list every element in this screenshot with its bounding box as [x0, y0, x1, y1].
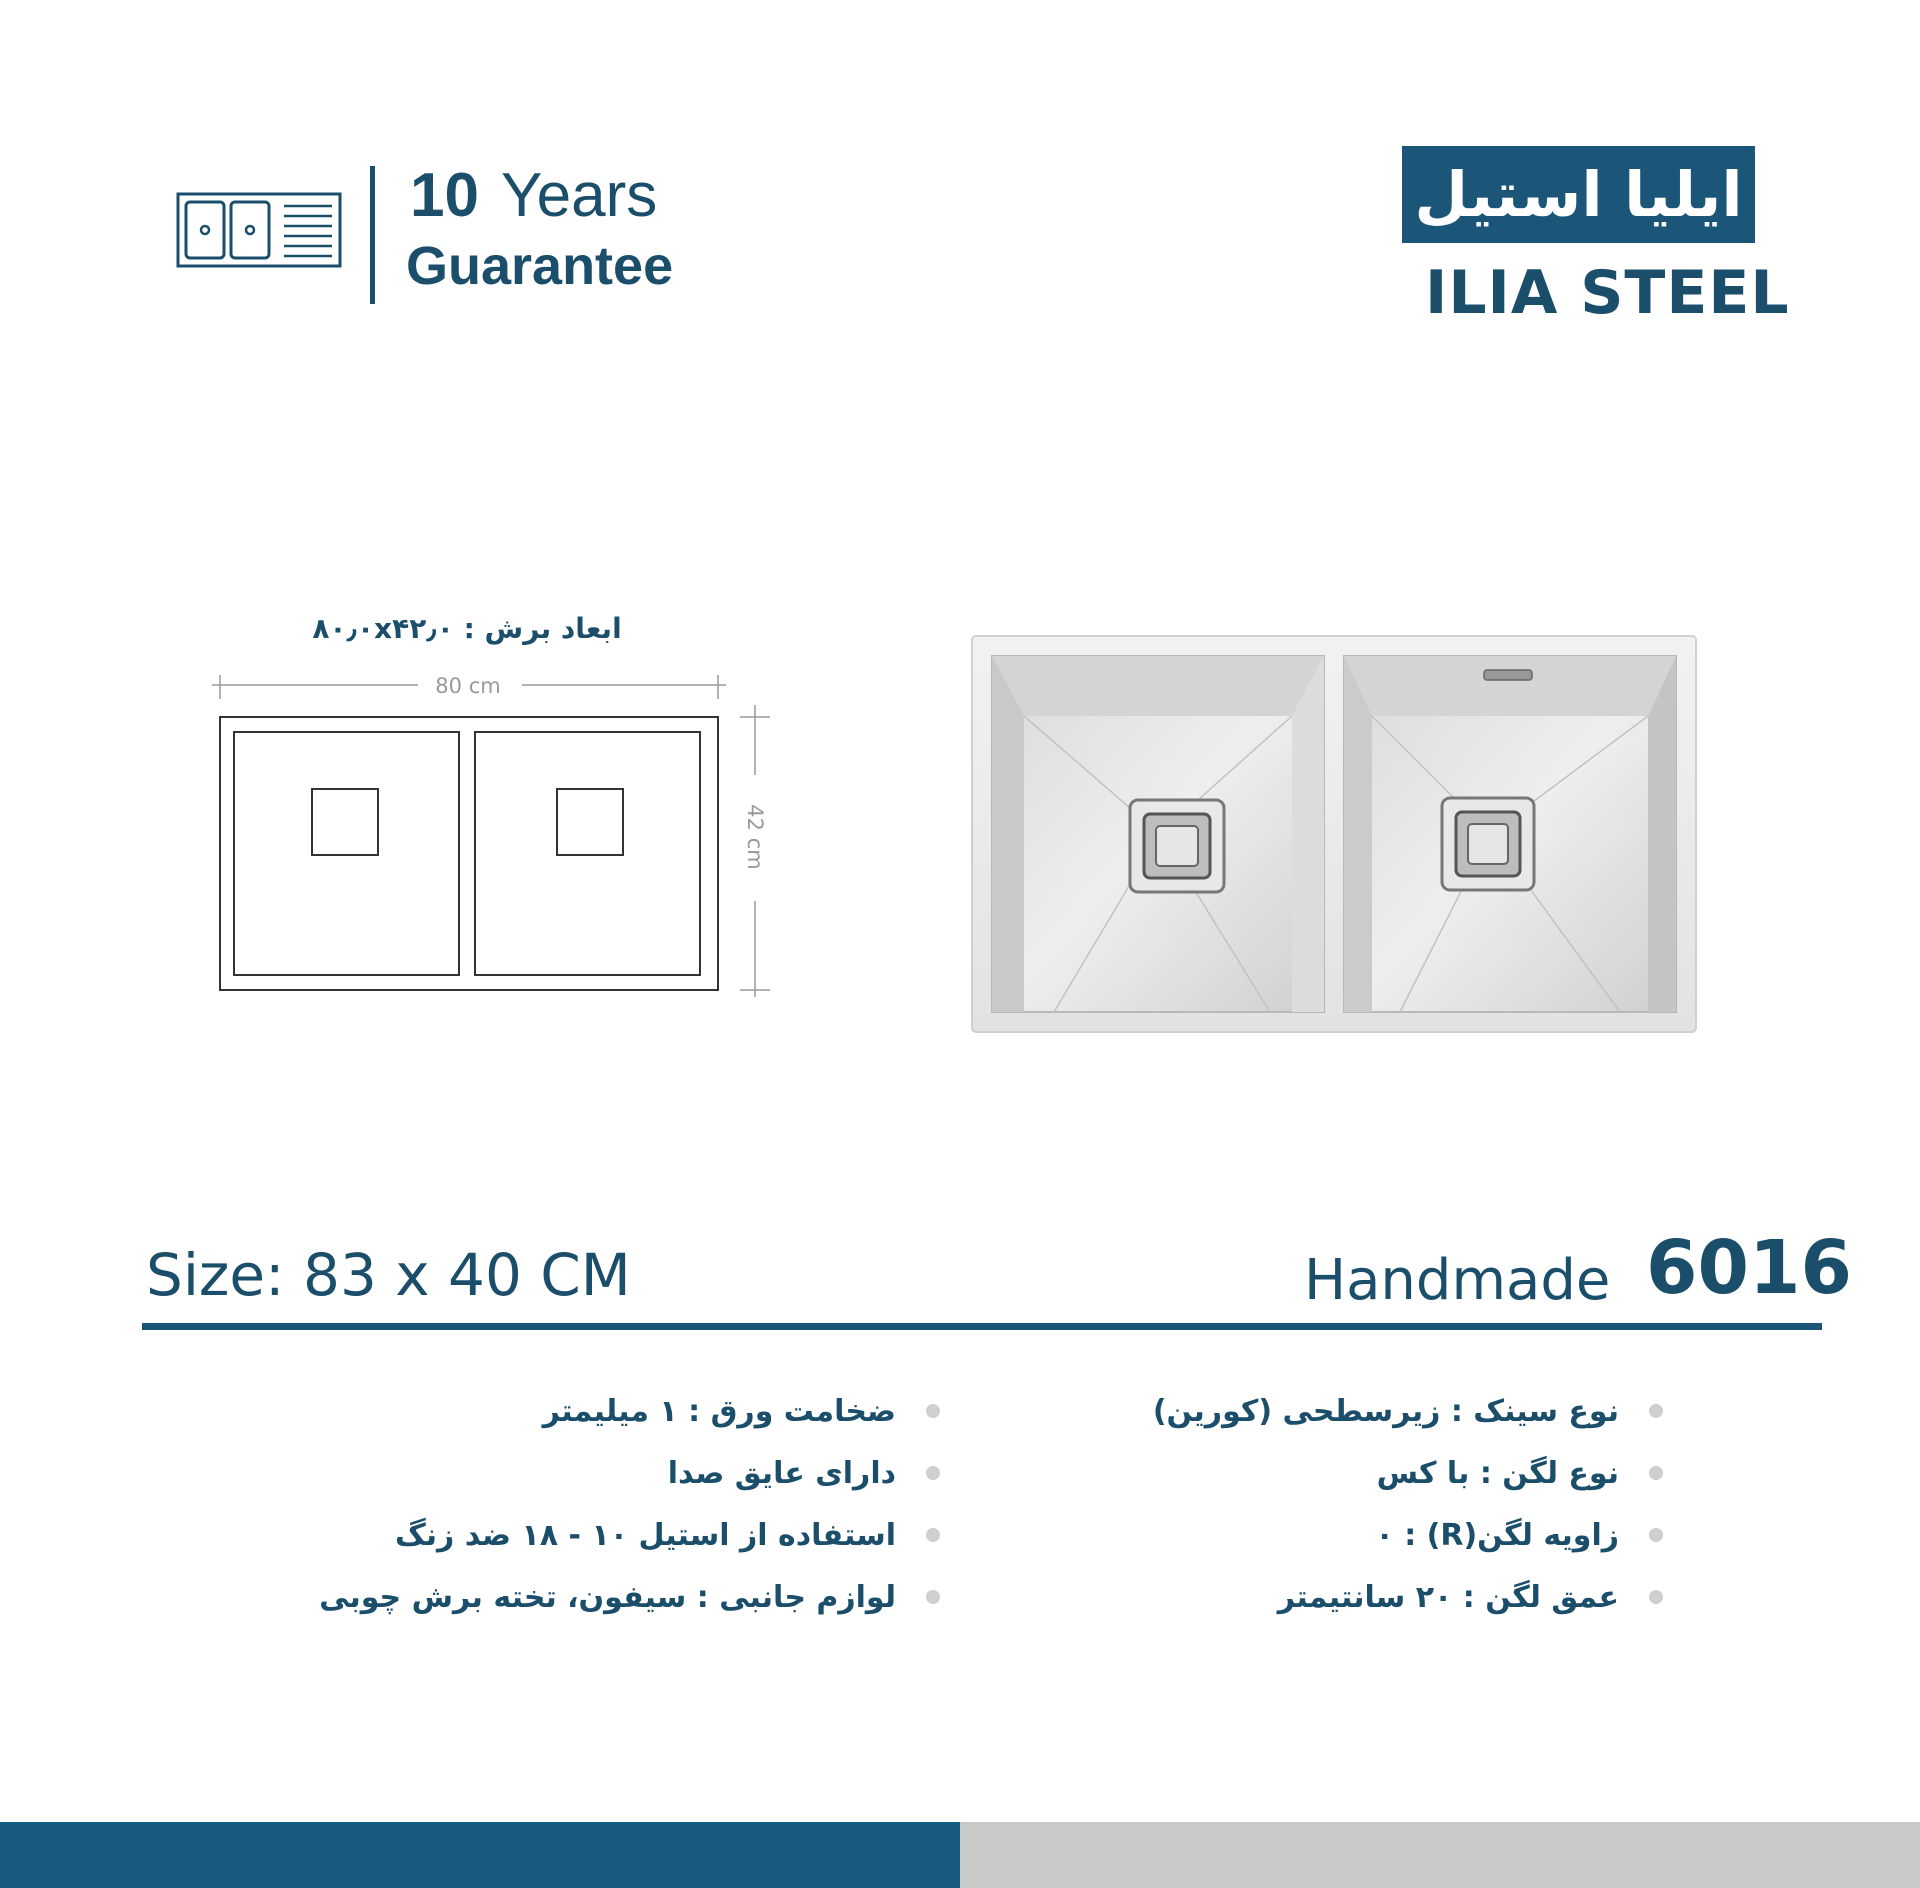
spec-item: [1153, 1442, 1663, 1504]
left-drain-outline: [312, 789, 378, 855]
footer-bar-blue: [0, 1822, 960, 1888]
spec-text: دارای عایق صدا: [667, 1455, 896, 1491]
spec-item: [319, 1504, 940, 1566]
bullet-icon: [1649, 1466, 1663, 1480]
spec-text: نوع سینک : زیرسطحی (کورین): [1152, 1393, 1619, 1429]
guarantee-years-word: Years: [500, 161, 658, 230]
spec-item: [319, 1566, 940, 1628]
right-bowl-outline: [475, 732, 700, 975]
spec-text: ضخامت ورق : ۱ میلیمتر: [542, 1393, 896, 1429]
cut-dimensions-label: ابعاد برش : ۸۰٫۰x۴۲٫۰: [312, 612, 622, 645]
right-bowl: [1344, 656, 1676, 1012]
bullet-icon: [926, 1404, 940, 1418]
guarantee-label: Guarantee: [406, 236, 674, 296]
bullet-icon: [1649, 1590, 1663, 1604]
height-dimension-label: 42 cm: [743, 804, 767, 870]
sink-outer-outline: [220, 717, 718, 990]
spec-text: استفاده از استیل ۱۰ - ۱۸ ضد زنگ: [395, 1517, 896, 1553]
product-size: Size: 83 x 40 CM: [146, 1241, 631, 1309]
right-drain-outline: [557, 789, 623, 855]
spec-item: [319, 1442, 940, 1504]
bullet-icon: [926, 1590, 940, 1604]
spec-text: عمق لگن : ۲۰ سانتیمتر: [1277, 1579, 1619, 1615]
section-divider: [142, 1323, 1822, 1330]
bullet-icon: [1649, 1404, 1663, 1418]
double-sink-icon: [176, 192, 342, 268]
sink-technical-drawing: [200, 665, 780, 1005]
spec-item: [319, 1380, 940, 1442]
sink-product-image: [970, 634, 1698, 1034]
left-bowl: [992, 656, 1324, 1012]
spec-text: لوازم جانبی : سیفون، تخته برش چوبی: [319, 1579, 896, 1615]
spec-text: زاویه لگن(R) : ۰: [1375, 1517, 1619, 1553]
brand-logo-persian: ایلیا استیل: [1402, 146, 1755, 243]
footer-bar-gray: [960, 1822, 1920, 1888]
bullet-icon: [1649, 1528, 1663, 1542]
spec-item: [1153, 1380, 1663, 1442]
guarantee-years: [410, 160, 657, 232]
width-dimension-label: 80 cm: [435, 674, 501, 698]
spec-list-left: [319, 1380, 940, 1628]
spec-item: [1153, 1504, 1663, 1566]
spec-list-right: [1153, 1380, 1663, 1628]
left-bowl-outline: [234, 732, 459, 975]
model-number: 6016: [1646, 1225, 1852, 1311]
spec-item: [1153, 1566, 1663, 1628]
spec-text: نوع لگن : با کس: [1376, 1455, 1619, 1491]
product-type: Handmade: [1304, 1248, 1611, 1313]
guarantee-divider: [370, 166, 375, 304]
bullet-icon: [926, 1466, 940, 1480]
bullet-icon: [926, 1528, 940, 1542]
guarantee-years-number: 10: [410, 161, 479, 230]
brand-logo-latin: ILIA STEEL: [1425, 258, 1790, 328]
